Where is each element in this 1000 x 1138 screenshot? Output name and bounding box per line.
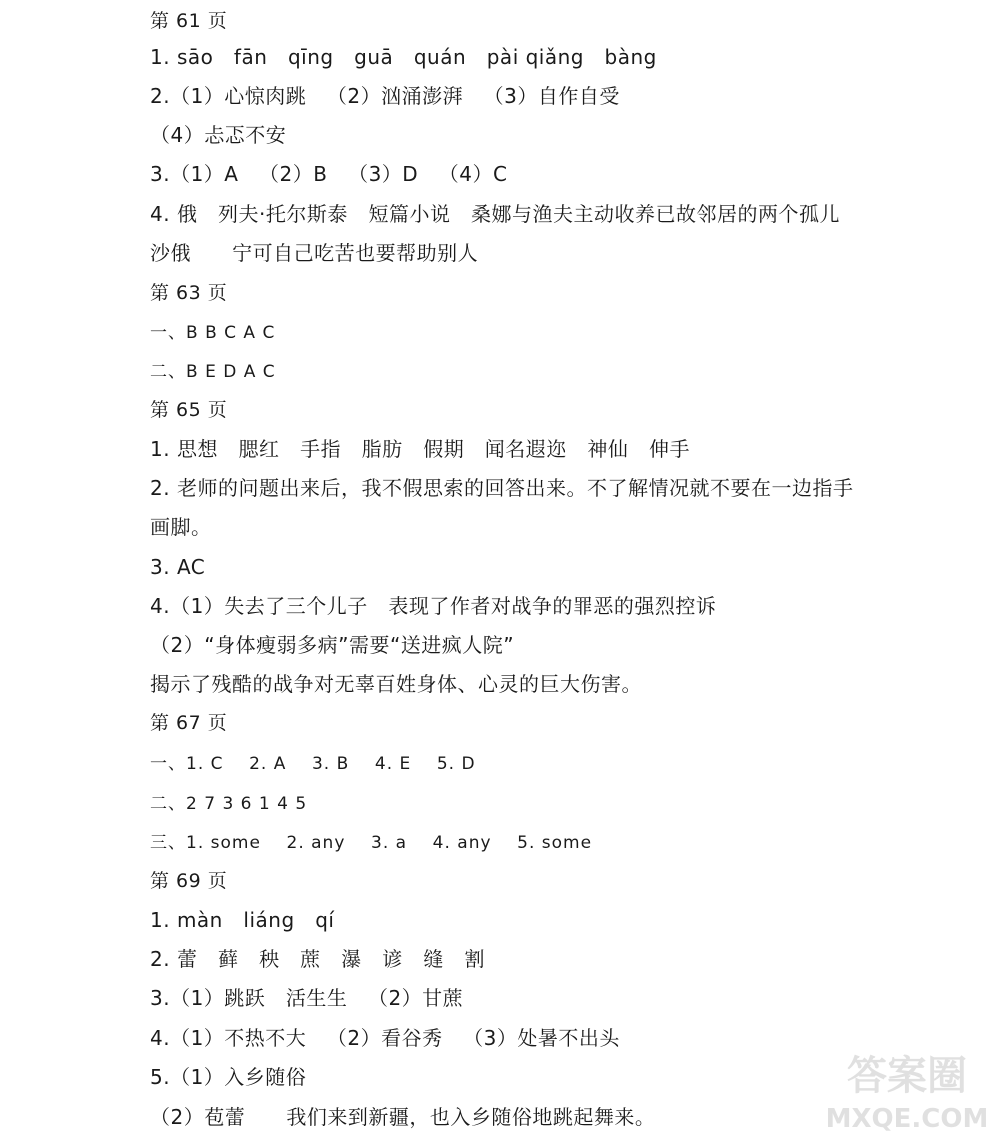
page-heading: 第 67 页 bbox=[150, 712, 228, 734]
page-heading: 第 69 页 bbox=[150, 870, 228, 892]
answer-line: 4.（1）失去了三个儿子 表现了作者对战争的罪恶的强烈控诉 bbox=[150, 594, 717, 618]
page-heading: 第 61 页 bbox=[150, 10, 228, 32]
answer-line: 2.（1）心惊肉跳 （2）汹涌澎湃 （3）自作自受 bbox=[150, 84, 620, 108]
answer-line: 4. 俄 列夫·托尔斯泰 短篇小说 桑娜与渔夫主动收养已故邻居的两个孤儿 bbox=[150, 202, 841, 226]
answer-line: （4）忐忑不安 bbox=[150, 123, 287, 147]
answer-line: 三、1. some 2. any 3. a 4. any 5. some bbox=[150, 833, 593, 853]
answer-line: 一、B B C A C bbox=[150, 323, 276, 343]
answer-line: 1. 思想 腮红 手指 脂肪 假期 闻名遐迩 神仙 伸手 bbox=[150, 437, 690, 461]
answer-line: 二、2 7 3 6 1 4 5 bbox=[150, 794, 308, 814]
answer-line: 揭示了残酷的战争对无辜百姓身体、心灵的巨大伤害。 bbox=[150, 672, 642, 696]
answer-line: 沙俄 宁可自己吃苦也要帮助别人 bbox=[150, 241, 479, 265]
answer-line: 3. AC bbox=[150, 555, 206, 579]
answer-line: 二、B E D A C bbox=[150, 362, 276, 382]
answer-line: 1. màn liáng qí bbox=[150, 908, 335, 932]
answer-line: 一、1. C 2. A 3. B 4. E 5. D bbox=[150, 754, 476, 774]
watermark-logo bbox=[820, 1045, 995, 1135]
answer-line: （2）“身体瘦弱多病”需要“送进疯人院” bbox=[150, 633, 515, 657]
answer-line: 画脚。 bbox=[150, 515, 212, 539]
answer-line: 4.（1）不热不大 （2）看谷秀 （3）处暑不出头 bbox=[150, 1026, 620, 1050]
answer-line: 3.（1）A （2）B （3）D （4）C bbox=[150, 162, 508, 186]
answer-line: 5.（1）入乡随俗 bbox=[150, 1065, 307, 1089]
answer-line: 1. sāo fān qīng guā quán pài qiǎng bàng bbox=[150, 45, 657, 69]
page-heading: 第 65 页 bbox=[150, 399, 228, 421]
answer-line: （2）苞蕾 我们来到新疆，也入乡随俗地跳起舞来。 bbox=[150, 1105, 656, 1129]
watermark-bottom-text: MXQE.COM bbox=[825, 1104, 989, 1134]
page-heading: 第 63 页 bbox=[150, 282, 228, 304]
answer-line: 2. 老师的问题出来后，我不假思索的回答出来。不了解情况就不要在一边指手 bbox=[150, 476, 854, 500]
watermark-top-text: 答案圈 bbox=[847, 1053, 967, 1099]
answer-line: 2. 蕾 藓 秧 蔗 瀑 谚 缝 割 bbox=[150, 947, 485, 971]
answer-line: 3.（1）跳跃 活生生 （2）甘蔗 bbox=[150, 986, 464, 1010]
